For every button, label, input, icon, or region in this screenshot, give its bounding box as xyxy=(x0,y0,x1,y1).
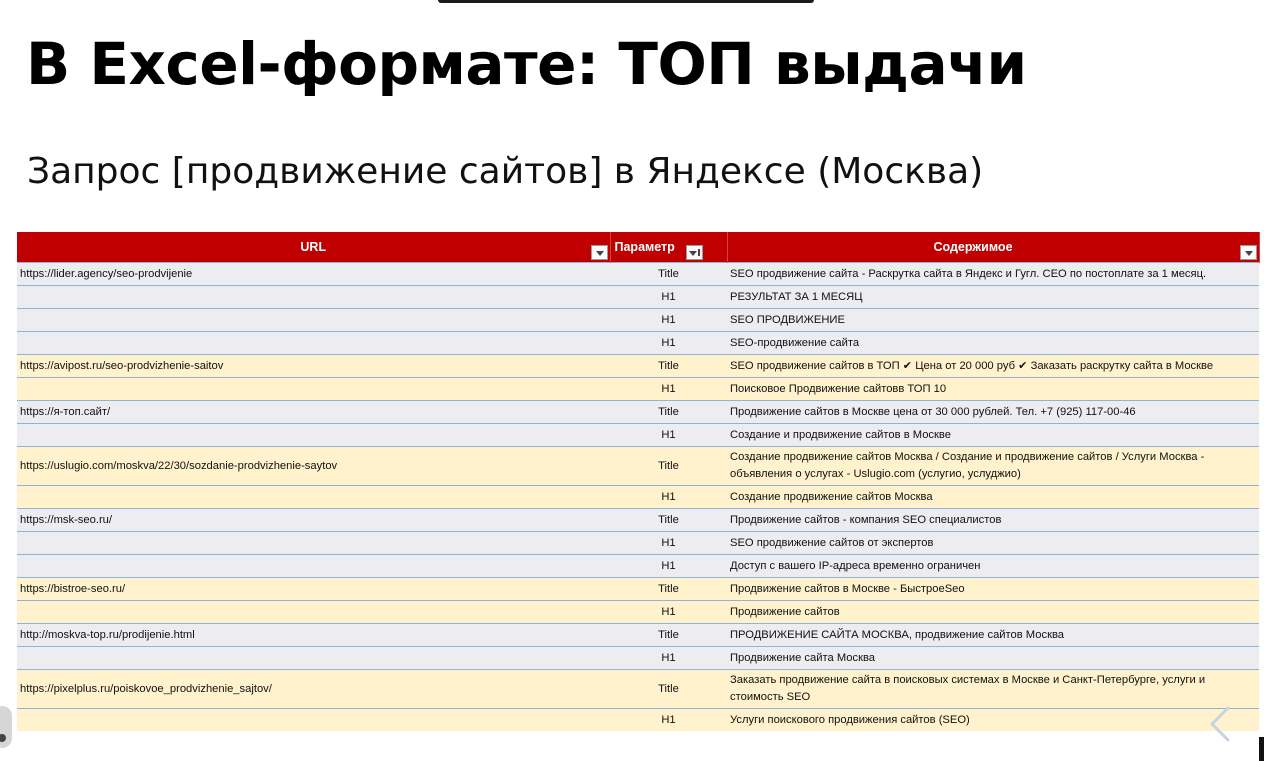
cell-param[interactable]: Title xyxy=(610,355,727,378)
cell-content[interactable]: Продвижение сайтов в Москве цена от 30 000 рублей. Тел. +7 (925) 117-00-46 xyxy=(727,401,1259,424)
cell-content[interactable]: SEO продвижение сайтов от экспертов xyxy=(727,532,1259,555)
column-header-content-label: Содержимое xyxy=(933,240,1013,254)
cell-content[interactable]: SEO продвижение сайта - Раскрутка сайта в Яндекс и Гугл. СЕО по постоплате за 1 месяц. xyxy=(727,263,1259,286)
cell-param[interactable]: H1 xyxy=(610,424,727,447)
chevron-left-icon[interactable] xyxy=(1204,704,1240,744)
cell-url[interactable] xyxy=(17,332,610,355)
cell-url[interactable] xyxy=(17,532,610,555)
table-row[interactable] xyxy=(17,447,1259,486)
slide-subtitle: Запрос [продвижение сайтов] в Яндексе (Москва) xyxy=(27,151,984,192)
table-row[interactable] xyxy=(17,601,1259,624)
cell-content[interactable]: Продвижение сайтов - компания SEO специалистов xyxy=(727,509,1259,532)
column-header-content xyxy=(727,232,1259,263)
filter-dropdown-icon[interactable] xyxy=(591,245,608,260)
table-row[interactable] xyxy=(17,509,1259,532)
cell-content[interactable]: Продвижение сайтов xyxy=(727,601,1259,624)
cell-content[interactable]: SEO-продвижение сайта xyxy=(727,332,1259,355)
table-body xyxy=(17,263,1259,732)
cell-url[interactable]: https://msk-seo.ru/ xyxy=(17,509,610,532)
table-row[interactable] xyxy=(17,332,1259,355)
column-header-url xyxy=(17,232,610,263)
cell-url[interactable] xyxy=(17,709,610,732)
cell-param[interactable]: H1 xyxy=(610,309,727,332)
cell-url[interactable]: https://uslugio.com/moskva/22/30/sozdanie-prodvizhenie-saytov xyxy=(17,447,610,486)
cell-param[interactable]: Title xyxy=(610,509,727,532)
table-row[interactable] xyxy=(17,532,1259,555)
table-row[interactable] xyxy=(17,378,1259,401)
cell-url[interactable] xyxy=(17,309,610,332)
cell-url[interactable] xyxy=(17,555,610,578)
cell-param[interactable]: Title xyxy=(610,401,727,424)
table-row[interactable] xyxy=(17,355,1259,378)
cell-content[interactable]: Заказать продвижение сайта в поисковых системах в Москве и Санкт-Петербурге, услуги и стоимость SEO xyxy=(727,670,1259,709)
table-row[interactable] xyxy=(17,709,1259,732)
cell-param[interactable]: Title xyxy=(610,263,727,286)
filter-dropdown-icon[interactable] xyxy=(1240,245,1257,260)
cell-url[interactable]: https://bistroe-seo.ru/ xyxy=(17,578,610,601)
cell-url[interactable] xyxy=(17,647,610,670)
table-row[interactable] xyxy=(17,624,1259,647)
table-row[interactable] xyxy=(17,670,1259,709)
top-bezel-notch xyxy=(438,0,814,3)
cell-param[interactable]: H1 xyxy=(610,486,727,509)
cell-param[interactable]: Title xyxy=(610,578,727,601)
cell-param[interactable]: H1 xyxy=(610,555,727,578)
cell-content[interactable]: Доступ с вашего IP-адреса временно ограничен xyxy=(727,555,1259,578)
column-header-url-label: URL xyxy=(300,240,327,254)
cell-url[interactable]: https://я-топ.сайт/ xyxy=(17,401,610,424)
table-row[interactable] xyxy=(17,286,1259,309)
table-row[interactable] xyxy=(17,486,1259,509)
table-row[interactable] xyxy=(17,578,1259,601)
cell-param[interactable]: Title xyxy=(610,624,727,647)
cell-url[interactable] xyxy=(17,286,610,309)
table-row[interactable] xyxy=(17,647,1259,670)
cell-content[interactable]: ПРОДВИЖЕНИЕ САЙТА МОСКВА, продвижение сайтов Москва xyxy=(727,624,1259,647)
table-row[interactable] xyxy=(17,424,1259,447)
cell-content[interactable]: Продвижение сайта Москва xyxy=(727,647,1259,670)
cell-content[interactable]: Услуги поискового продвижения сайтов (SEO) xyxy=(727,709,1259,732)
cell-url[interactable] xyxy=(17,378,610,401)
cell-url[interactable]: https://lider.agency/seo-prodvijenie xyxy=(17,263,610,286)
cell-param[interactable]: Title xyxy=(610,447,727,486)
cell-url[interactable] xyxy=(17,424,610,447)
table-row[interactable] xyxy=(17,309,1259,332)
excel-table xyxy=(17,232,1260,731)
cell-param[interactable]: H1 xyxy=(610,286,727,309)
cell-param[interactable]: H1 xyxy=(610,378,727,401)
cell-url[interactable] xyxy=(17,601,610,624)
cell-param[interactable]: H1 xyxy=(610,332,727,355)
cell-content[interactable]: Создание продвижение сайтов Москва xyxy=(727,486,1259,509)
cell-content[interactable]: Продвижение сайтов в Москве - БыстроеSeo xyxy=(727,578,1259,601)
table-row[interactable] xyxy=(17,263,1259,286)
cell-param[interactable]: H1 xyxy=(610,532,727,555)
column-header-param-label: Параметр xyxy=(614,240,675,254)
cell-url[interactable]: https://avipost.ru/seo-prodvizhenie-saitov xyxy=(17,355,610,378)
column-header-param xyxy=(610,232,727,263)
cell-param[interactable]: H1 xyxy=(610,709,727,732)
slide-title: В Excel-формате: ТОП выдачи xyxy=(26,30,1027,98)
header-row xyxy=(17,232,1259,263)
cell-url[interactable] xyxy=(17,486,610,509)
window-edge-mark xyxy=(1259,737,1264,761)
cell-content[interactable]: Поисковое Продвижение сайтовв ТОП 10 xyxy=(727,378,1259,401)
cell-content[interactable]: SEO ПРОДВИЖЕНИЕ xyxy=(727,309,1259,332)
window-edge-handle xyxy=(0,706,12,748)
cell-param[interactable]: H1 xyxy=(610,647,727,670)
cell-content[interactable]: РЕЗУЛЬТАТ ЗА 1 МЕСЯЦ xyxy=(727,286,1259,309)
table-row[interactable] xyxy=(17,401,1259,424)
table-row[interactable] xyxy=(17,555,1259,578)
filter-active-icon[interactable] xyxy=(686,245,703,260)
cell-url[interactable]: https://pixelplus.ru/poiskovoe_prodvizhenie_sajtov/ xyxy=(17,670,610,709)
cell-param[interactable]: Title xyxy=(610,670,727,709)
cell-url[interactable]: http://moskva-top.ru/prodijenie.html xyxy=(17,624,610,647)
cell-content[interactable]: Создание и продвижение сайтов в Москве xyxy=(727,424,1259,447)
cell-content[interactable]: Создание продвижение сайтов Москва / Создание и продвижение сайтов / Услуги Москва - объявления о услугах - Uslugio.com (услугио, услуджио) xyxy=(727,447,1259,486)
cell-param[interactable]: H1 xyxy=(610,601,727,624)
cell-content[interactable]: SEO продвижение сайтов в ТОП ✔ Цена от 20 000 руб ✔ Заказать раскрутку сайта в Москве xyxy=(727,355,1259,378)
